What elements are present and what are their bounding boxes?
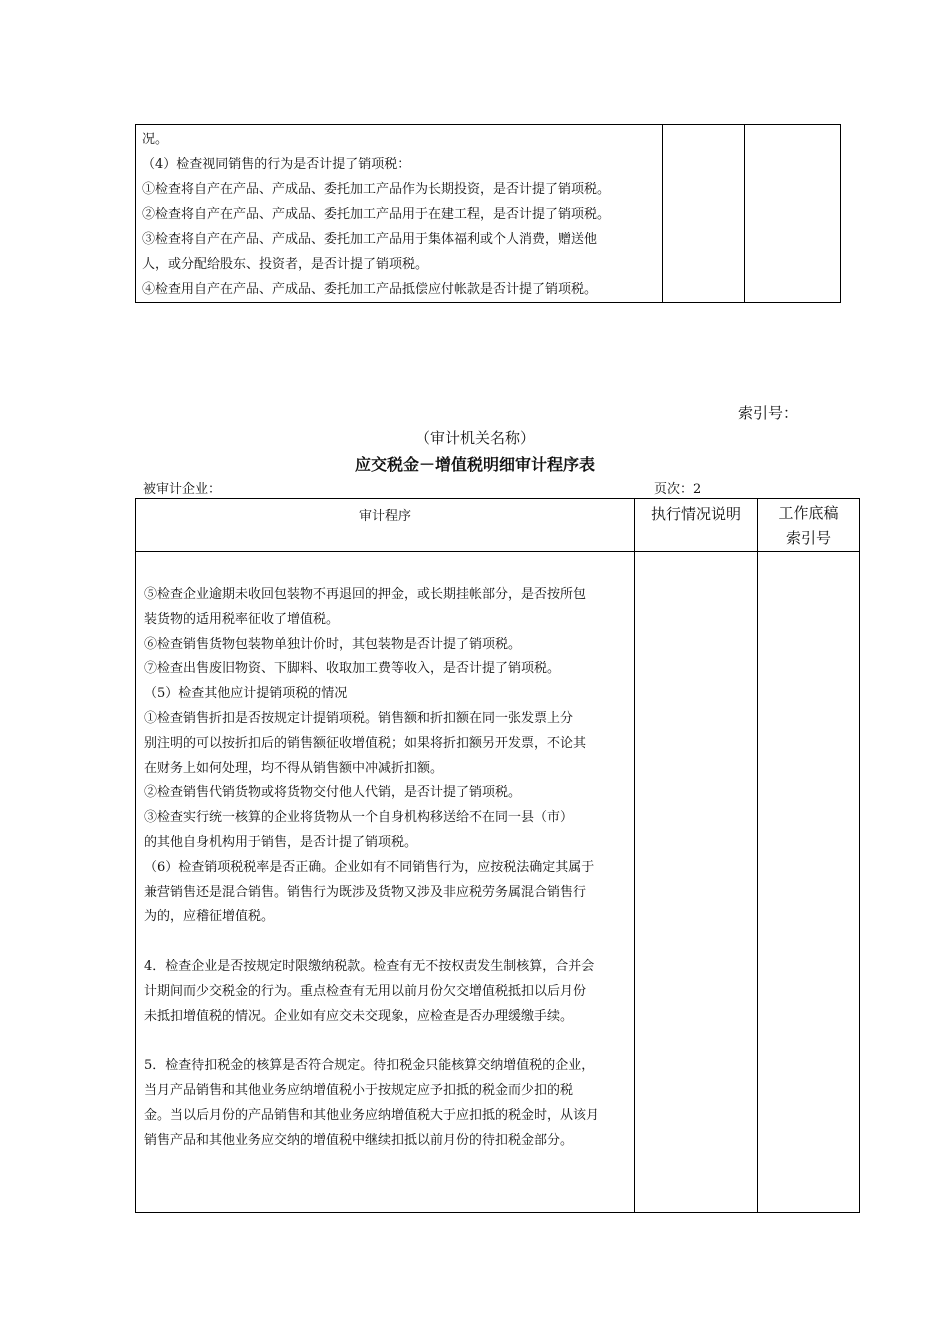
procedure-body-cell [136, 552, 635, 1213]
procedure-line: 5．检查待扣税金的核算是否符合规定。待扣税金只能核算交纳增值税的企业， [144, 1058, 595, 1074]
procedure-line: 当月产品销售和其他业务应纳增值税小于按规定应予扣抵的税金而少扣的税 [144, 1082, 574, 1098]
audit-agency-name: （审计机关名称） [414, 429, 535, 447]
procedure-line: 未抵扣增值税的情况。企业如有应交未交现象，应检查是否办理缓缴手续。 [144, 1008, 574, 1024]
procedure-line: 装货物的适用税率征收了增值税。 [144, 611, 340, 627]
procedure-line: ⑦检查出售废旧物资、下脚料、收取加工费等收入，是否计提了销项税。 [144, 661, 561, 677]
continued-line: 况。 [142, 132, 169, 147]
continued-index-cell [745, 125, 841, 303]
continued-line: ②检查将自产在产品、产成品、委托加工产品用于在建工程，是否计提了销项税。 [142, 207, 611, 222]
procedure-line: （5）检查其他应计提销项税的情况 [144, 686, 348, 702]
procedure-line: ②检查销售代销货物或将货物交付他人代销，是否计提了销项税。 [144, 785, 522, 801]
continued-line: ④检查用自产在产品、产成品、委托加工产品抵偿应付帐款是否计提了销项税。 [142, 282, 598, 297]
continued-procedure-cell [136, 125, 663, 303]
header-procedure: 审计程序 [136, 499, 635, 552]
procedure-line: 销售产品和其他业务应交纳的增值税中继续扣抵以前月份的待扣税金部分。 [144, 1132, 574, 1148]
procedure-line: ③检查实行统一核算的企业将货物从一个自身机构移送给不在同一县（市） [144, 810, 574, 826]
continued-table [135, 124, 841, 303]
procedure-line: 计期间而少交税金的行为。重点检查有无用以前月份欠交增值税抵扣以后月份 [144, 983, 587, 999]
page-number: 页次：2 [654, 482, 702, 497]
procedure-line: 金。当以后月份的产品销售和其他业务应纳增值税大于应扣抵的税金时，从该月 [144, 1107, 600, 1123]
procedure-line: 兼营销售还是混合销售。销售行为既涉及货物又涉及非应税劳务属混合销售行 [144, 884, 587, 900]
procedure-line: 为的，应稽征增值税。 [144, 909, 275, 925]
procedure-line-blank [144, 1029, 634, 1054]
continued-line: 人，或分配给股东、投资者，是否计提了销项税。 [142, 257, 429, 272]
procedure-line: ①检查销售折扣是否按规定计提销项税。销售额和折扣额在同一张发票上分 [144, 710, 574, 726]
continued-line: ③检查将自产在产品、产成品、委托加工产品用于集体福利或个人消费，赠送他 [142, 232, 598, 247]
procedure-line: 在财务上如何处理，均不得从销售额中冲减折扣额。 [144, 760, 444, 776]
audited-company-label: 被审计企业： [143, 482, 222, 497]
header-index-line1: 工作底稿 [778, 504, 839, 522]
procedure-line-blank [144, 930, 634, 955]
index-number-label: 索引号： [738, 404, 799, 422]
continued-line: ①检查将自产在产品、产成品、委托加工产品作为长期投资，是否计提了销项税。 [142, 182, 611, 197]
procedure-line: 的其他自身机构用于销售，是否计提了销项税。 [144, 834, 418, 850]
execution-body-cell [635, 552, 758, 1213]
procedure-line: 4．检查企业是否按规定时限缴纳税款。检查有无不按权责发生制核算，合并会 [144, 958, 595, 974]
procedure-line: 别注明的可以按折扣后的销售额征收增值税；如果将折扣额另开发票，不论其 [144, 735, 587, 751]
procedure-line: ⑤检查企业逾期未收回包装物不再退回的押金，或长期挂帐部分，是否按所包 [144, 587, 587, 602]
procedure-line: ⑥检查销售货物包装物单独计价时，其包装物是否计提了销项税。 [144, 636, 522, 652]
continued-line: （4）检查视同销售的行为是否计提了销项税： [142, 157, 411, 172]
index-body-cell [758, 552, 860, 1213]
procedure-line: （6）检查销项税税率是否正确。企业如有不同销售行为，应按税法确定其属于 [144, 859, 595, 875]
header-execution: 执行情况说明 [635, 499, 758, 552]
audit-procedure-table [135, 498, 860, 1213]
page-title: 应交税金－增值税明细审计程序表 [354, 455, 595, 474]
continued-execution-cell [663, 125, 745, 303]
header-working-paper-index [758, 499, 860, 552]
header-index-line2: 索引号 [785, 529, 831, 547]
